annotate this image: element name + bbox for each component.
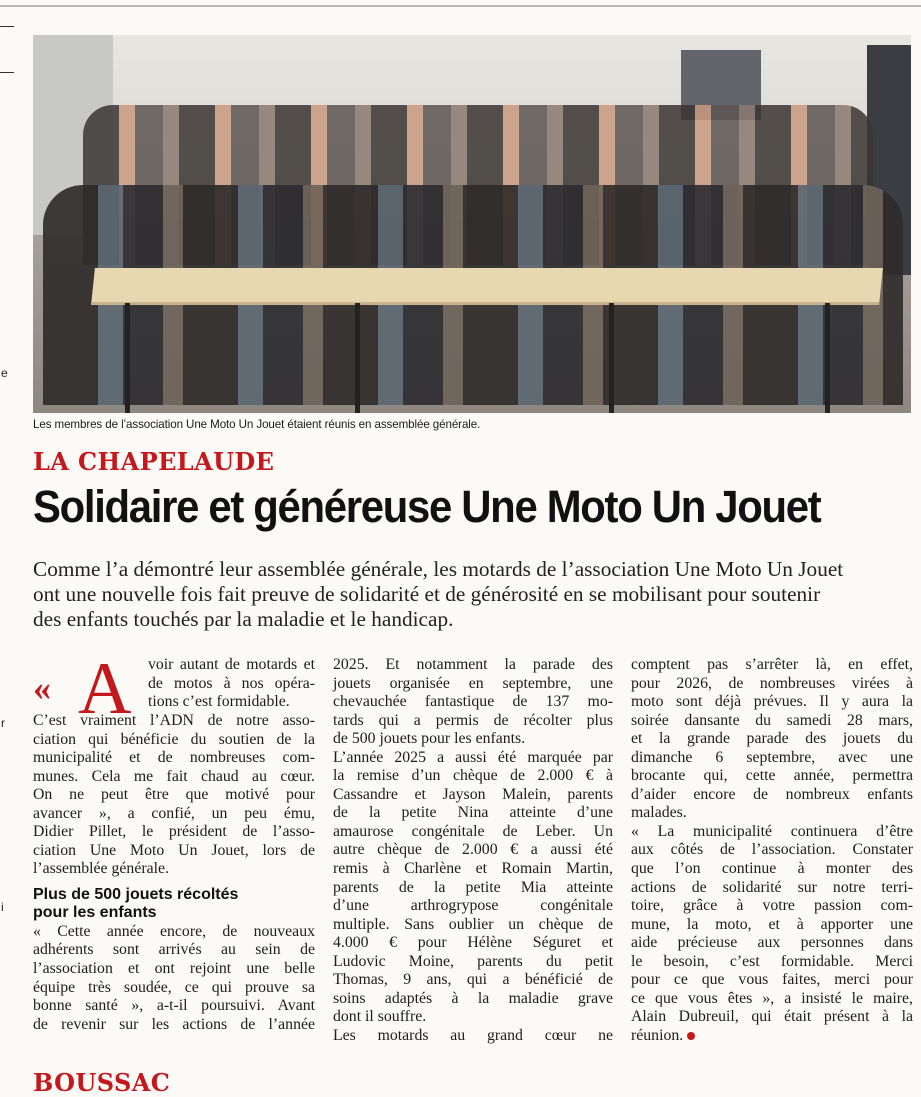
subheading-line: pour les enfants [33,904,157,922]
body-line: de motos à nos opéra- [148,674,315,692]
body-line-text: réunion. [631,1026,684,1044]
body-line: tions c’est formidable. [148,693,290,710]
body-line: aide précieuse aux personnes dans [631,934,913,952]
next-article-kicker: BOUSSAC [33,1068,171,1097]
margin-fragment: r [1,716,5,730]
drop-cap: A [78,648,132,730]
photo-table-leg [355,303,360,413]
body-line: bonne santé », a-t-il poursuivi. Avant [33,997,315,1015]
end-mark-icon [687,1032,695,1040]
body-line: d’aider encore de nombreux enfants [631,785,913,803]
article-headline: Solidaire et généreuse Une Moto Un Jouet [33,481,821,532]
body-line: multiple. Sans oublier un chèque de [333,915,613,933]
margin-rule [0,26,14,27]
lead-line: des enfants touchés par la maladie et le handicap. [33,607,454,631]
body-line: dont il souffre. [333,1008,427,1026]
body-line: chevauchée fantastique de 137 mo- [333,693,613,711]
body-line: municipalité et de nombreuses com- [33,749,315,767]
photo-table [91,268,395,305]
body-line: autre chèque de 2.000 € a aussi été [333,841,613,859]
photo-caption: Les membres de l’association Une Moto Un Jouet étaient réunis en assemblée générale. [33,418,481,431]
body-line: de revenir sur les actions de l’année [33,1015,315,1033]
body-line: comptent pas s’arrêter là, en effet, [631,656,913,673]
body-line: aux côtés de l’association. Constater [631,841,913,859]
body-line-final [631,1027,913,1046]
lead-line: Comme l’a démontré leur assemblée générale, les motards de l’association Une Moto Un Jouet [33,557,844,581]
top-rule [0,5,921,7]
body-line: avancer », a confié, un peu ému, [33,804,315,822]
body-line: munes. Cela me fait chaud au cœur. [33,767,315,785]
body-line: amaurose congénitale de Leber. Un [333,822,613,840]
body-line: actions de solidarité sur notre terri- [631,878,913,896]
body-line: tards qui a permis de récolter plus [333,711,613,729]
photo-table-leg [825,303,830,413]
subheading-line: Plus de 500 jouets récoltés [33,885,239,903]
body-line: malades. [631,804,687,822]
body-line: ce que vous êtes », a insisté le maire, [631,989,913,1007]
body-line: remis à Charlène et Romain Martin, [333,860,613,878]
body-line: soins adaptés à la maladie grave [333,989,613,1007]
body-line: ciation qui bénéficie du soutien de la [33,730,315,748]
photo-table [369,268,633,305]
body-line: dimanche 6 septembre, avec une [631,748,913,766]
article-kicker: LA CHAPELAUDE [33,447,275,476]
body-line: d’une arthrogrypose congénitale [333,897,613,915]
body-line: toire, grâce à votre passion com- [631,897,913,915]
body-line: voir autant de motards et [148,656,315,673]
body-line: jouets organisée en septembre, une [333,674,613,692]
body-line: 4.000 € pour Hélène Séguret et [333,934,613,952]
article-lead [33,557,913,632]
body-line: On ne peut être que motivé pour [33,786,315,804]
group-photo [33,35,911,413]
body-line: ciation Une Moto Un Jouet, lors de [33,841,315,859]
body-line: brocante qui, cette année, permettra [631,767,913,785]
body-line: pour 2026, de nombreuses virées à [631,674,913,692]
body-line: Les motards au grand cœur ne [333,1026,613,1044]
body-line: de 500 jouets pour les enfants. [333,730,526,748]
body-line: soirée dansante du samedi 28 mars, [631,711,913,729]
photo-table-leg [125,303,130,413]
drop-quote-mark: « [33,668,51,708]
body-line: « Cette année encore, de nouveaux [33,922,315,940]
body-line: mune, la moto, et à apporter une [631,915,913,933]
body-line: le besoin, c’est formidable. Merci [631,952,913,970]
body-line: moto sont déjà prévues. Il y aura la [631,693,913,711]
body-line: Ludovic Moine, parents du petit [333,952,613,970]
body-line: Thomas, 9 ans, qui a bénéficié de [333,971,613,989]
margin-fragment: i [1,900,4,914]
body-line: Cassandre et Jayson Malein, parents [333,785,613,803]
photo-table-leg [609,303,614,413]
body-line: pour ce que vous faites, merci pour [631,971,913,989]
photo-table [609,268,883,305]
body-line: C’est vraiment l’ADN de notre asso- [33,712,315,729]
body-line: de la petite Nina atteinte d’une [333,804,613,822]
body-line: et la grande parade des jouets du [631,730,913,748]
margin-rule [0,72,14,73]
body-line: l’assemblée générale. [33,860,169,878]
body-line: Didier Pillet, le président de l’asso- [33,823,315,841]
body-line: la remise d’un chèque de 2.000 € à [333,767,613,785]
body-line: que l’on continue à monter des [631,860,913,878]
article-column-2 [333,656,613,1045]
body-line: adhérents sont arrivés au sein de [33,941,315,959]
body-line: L’année 2025 a aussi été marquée par [333,748,613,766]
margin-fragment: e [1,366,8,380]
body-line: l’association et ont rejoint une belle [33,960,315,978]
body-line: « La municipalité continuera d’être [631,822,913,840]
body-line: parents de la petite Mia atteinte [333,878,613,896]
lead-line: ont une nouvelle fois fait preuve de solidarité et de générosité en se mobilisant pour soutenir [33,582,821,606]
article-column-1 [33,648,315,1034]
article-subheading [33,886,315,923]
body-line: 2025. Et notamment la parade des [333,656,613,673]
article-column-3 [631,656,913,1045]
body-line: équipe très soudée, ce qui prouve sa [33,978,315,996]
body-line: Alain Dubreuil, qui était présent à la [631,1008,913,1026]
